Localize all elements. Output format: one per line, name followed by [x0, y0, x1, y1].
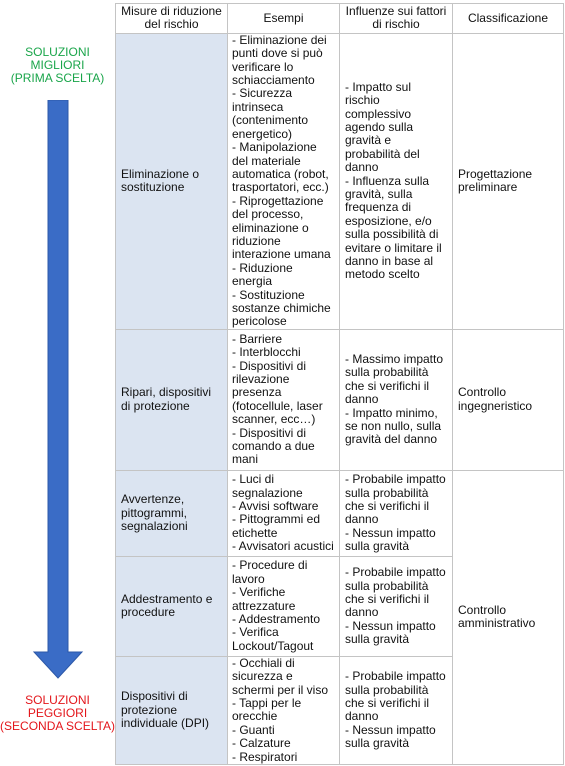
side-panel [0, 0, 115, 766]
esempio-item: - Interblocchi [232, 345, 301, 360]
misura-cell: Dispositivi di protezione individuale (DPI) [116, 656, 228, 764]
esempio-item: - Guanti [232, 722, 275, 737]
esempio-item: - Addestramento [232, 612, 321, 627]
esempio-item: - Dispositivi di rilevazione presenza (fotocellule, laser scanner, ecc…) [232, 358, 323, 427]
header-esempi: Esempi [228, 4, 340, 34]
esempio-item: - Manipolazione del materiale automatica (robot, trasportatori, ecc.) [232, 140, 329, 195]
esempio-item: - Sicurezza intrinseca (contenimento energetico) [232, 86, 309, 141]
esempio-item: - Procedure di lavoro [232, 558, 308, 586]
influenze-cell [340, 656, 453, 764]
esempio-item: - Pittogrammi ed etichette [232, 512, 321, 540]
misura-cell: Addestramento e procedure [116, 556, 228, 656]
influenza-item: - Impatto minimo, se non nullo, sulla gravità del danno [345, 405, 442, 447]
influenza-item: - Probabile impatto sulla probabilità che si verifichi il danno [345, 669, 446, 724]
esempio-item: - Riduzione energia [232, 260, 293, 289]
table-row [116, 329, 564, 470]
table-row [116, 470, 564, 556]
influenza-item: - Nessun impatto sulla gravità [345, 722, 436, 751]
misura-cell: Avvertenze, pittogrammi, segnalazioni [116, 470, 228, 556]
esempio-item: - Verifica Lockout/Tagout [232, 625, 314, 653]
esempi-cell [228, 556, 340, 656]
esempio-item: - Riprogettazione del processo, eliminazione o riduzione interazione umana [232, 193, 331, 262]
esempio-item: - Eliminazione dei punti dove si può verificare lo schiacciamento [232, 33, 327, 88]
classificazione-cell: Controllo ingegneristico [453, 329, 564, 470]
esempio-item: - Occhiali di sicurezza e schermi per il viso [232, 656, 329, 697]
influenza-item: - Nessun impatto sulla gravità [345, 525, 436, 554]
worst-solutions-label: SOLUZIONI PEGGIORI (SECONDA SCELTA) [0, 693, 115, 733]
classificazione-cell: Controllo amministrativo [453, 470, 564, 764]
esempio-item: - Luci di segnalazione [232, 472, 303, 500]
best-solutions-label: SOLUZIONI MIGLIORI (PRIMA SCELTA) [10, 45, 105, 85]
esempio-item: - Tappi per le orecchie [232, 696, 302, 724]
misura-cell: Ripari, dispositivi di protezione [116, 329, 228, 470]
esempio-item: - Barriere [232, 331, 283, 346]
influenza-item: - Massimo impatto sulla probabilità che si verifichi il danno [345, 351, 444, 407]
table-header-row [116, 4, 564, 34]
classificazione-cell: Progettazione preliminare [453, 33, 564, 329]
influenze-cell [340, 556, 453, 656]
table-row [116, 33, 564, 329]
esempi-cell [228, 470, 340, 556]
influenze-cell [340, 33, 453, 329]
influenze-cell [340, 329, 453, 470]
esempi-cell [228, 329, 340, 470]
esempio-item: - Dispositivi di comando a due mani [232, 425, 315, 467]
misura-cell: Eliminazione o sostituzione [116, 33, 228, 329]
influenza-item: - Probabile impatto sulla probabilità che si verifichi il danno [345, 565, 446, 620]
influenza-item: - Influenza sulla gravità, sulla frequenza di esposizione, e/o sulla possibilità di evitare o limitare il danno in base al metodo scelto [345, 173, 442, 282]
down-arrow-icon [30, 100, 86, 680]
esempi-cell [228, 33, 340, 329]
header-misure: Misure di riduzione del rischio [116, 4, 228, 34]
influenze-cell [340, 470, 453, 556]
risk-reduction-table [115, 3, 564, 765]
influenza-item: - Nessun impatto sulla gravità [345, 618, 436, 647]
esempio-item: - Verifiche attrezzature [232, 585, 296, 613]
influenza-item: - Probabile impatto sulla probabilità che si verifichi il danno [345, 472, 446, 527]
esempio-item: - Respiratori [232, 749, 298, 764]
header-influenze: Influenze sui fattori di rischio [340, 4, 453, 34]
esempio-item: - Avvisatori acustici [232, 539, 334, 554]
esempio-item: - Calzature [232, 736, 291, 751]
header-classificazione: Classificazione [453, 4, 564, 34]
influenza-item: - Impatto sul rischio complessivo agendo sulla gravità e probabilità del danno [345, 79, 420, 175]
esempio-item: - Sostituzione sostanze chimiche pericolose [232, 287, 331, 329]
esempio-item: - Avvisi software [232, 498, 319, 513]
esempi-cell [228, 656, 340, 764]
